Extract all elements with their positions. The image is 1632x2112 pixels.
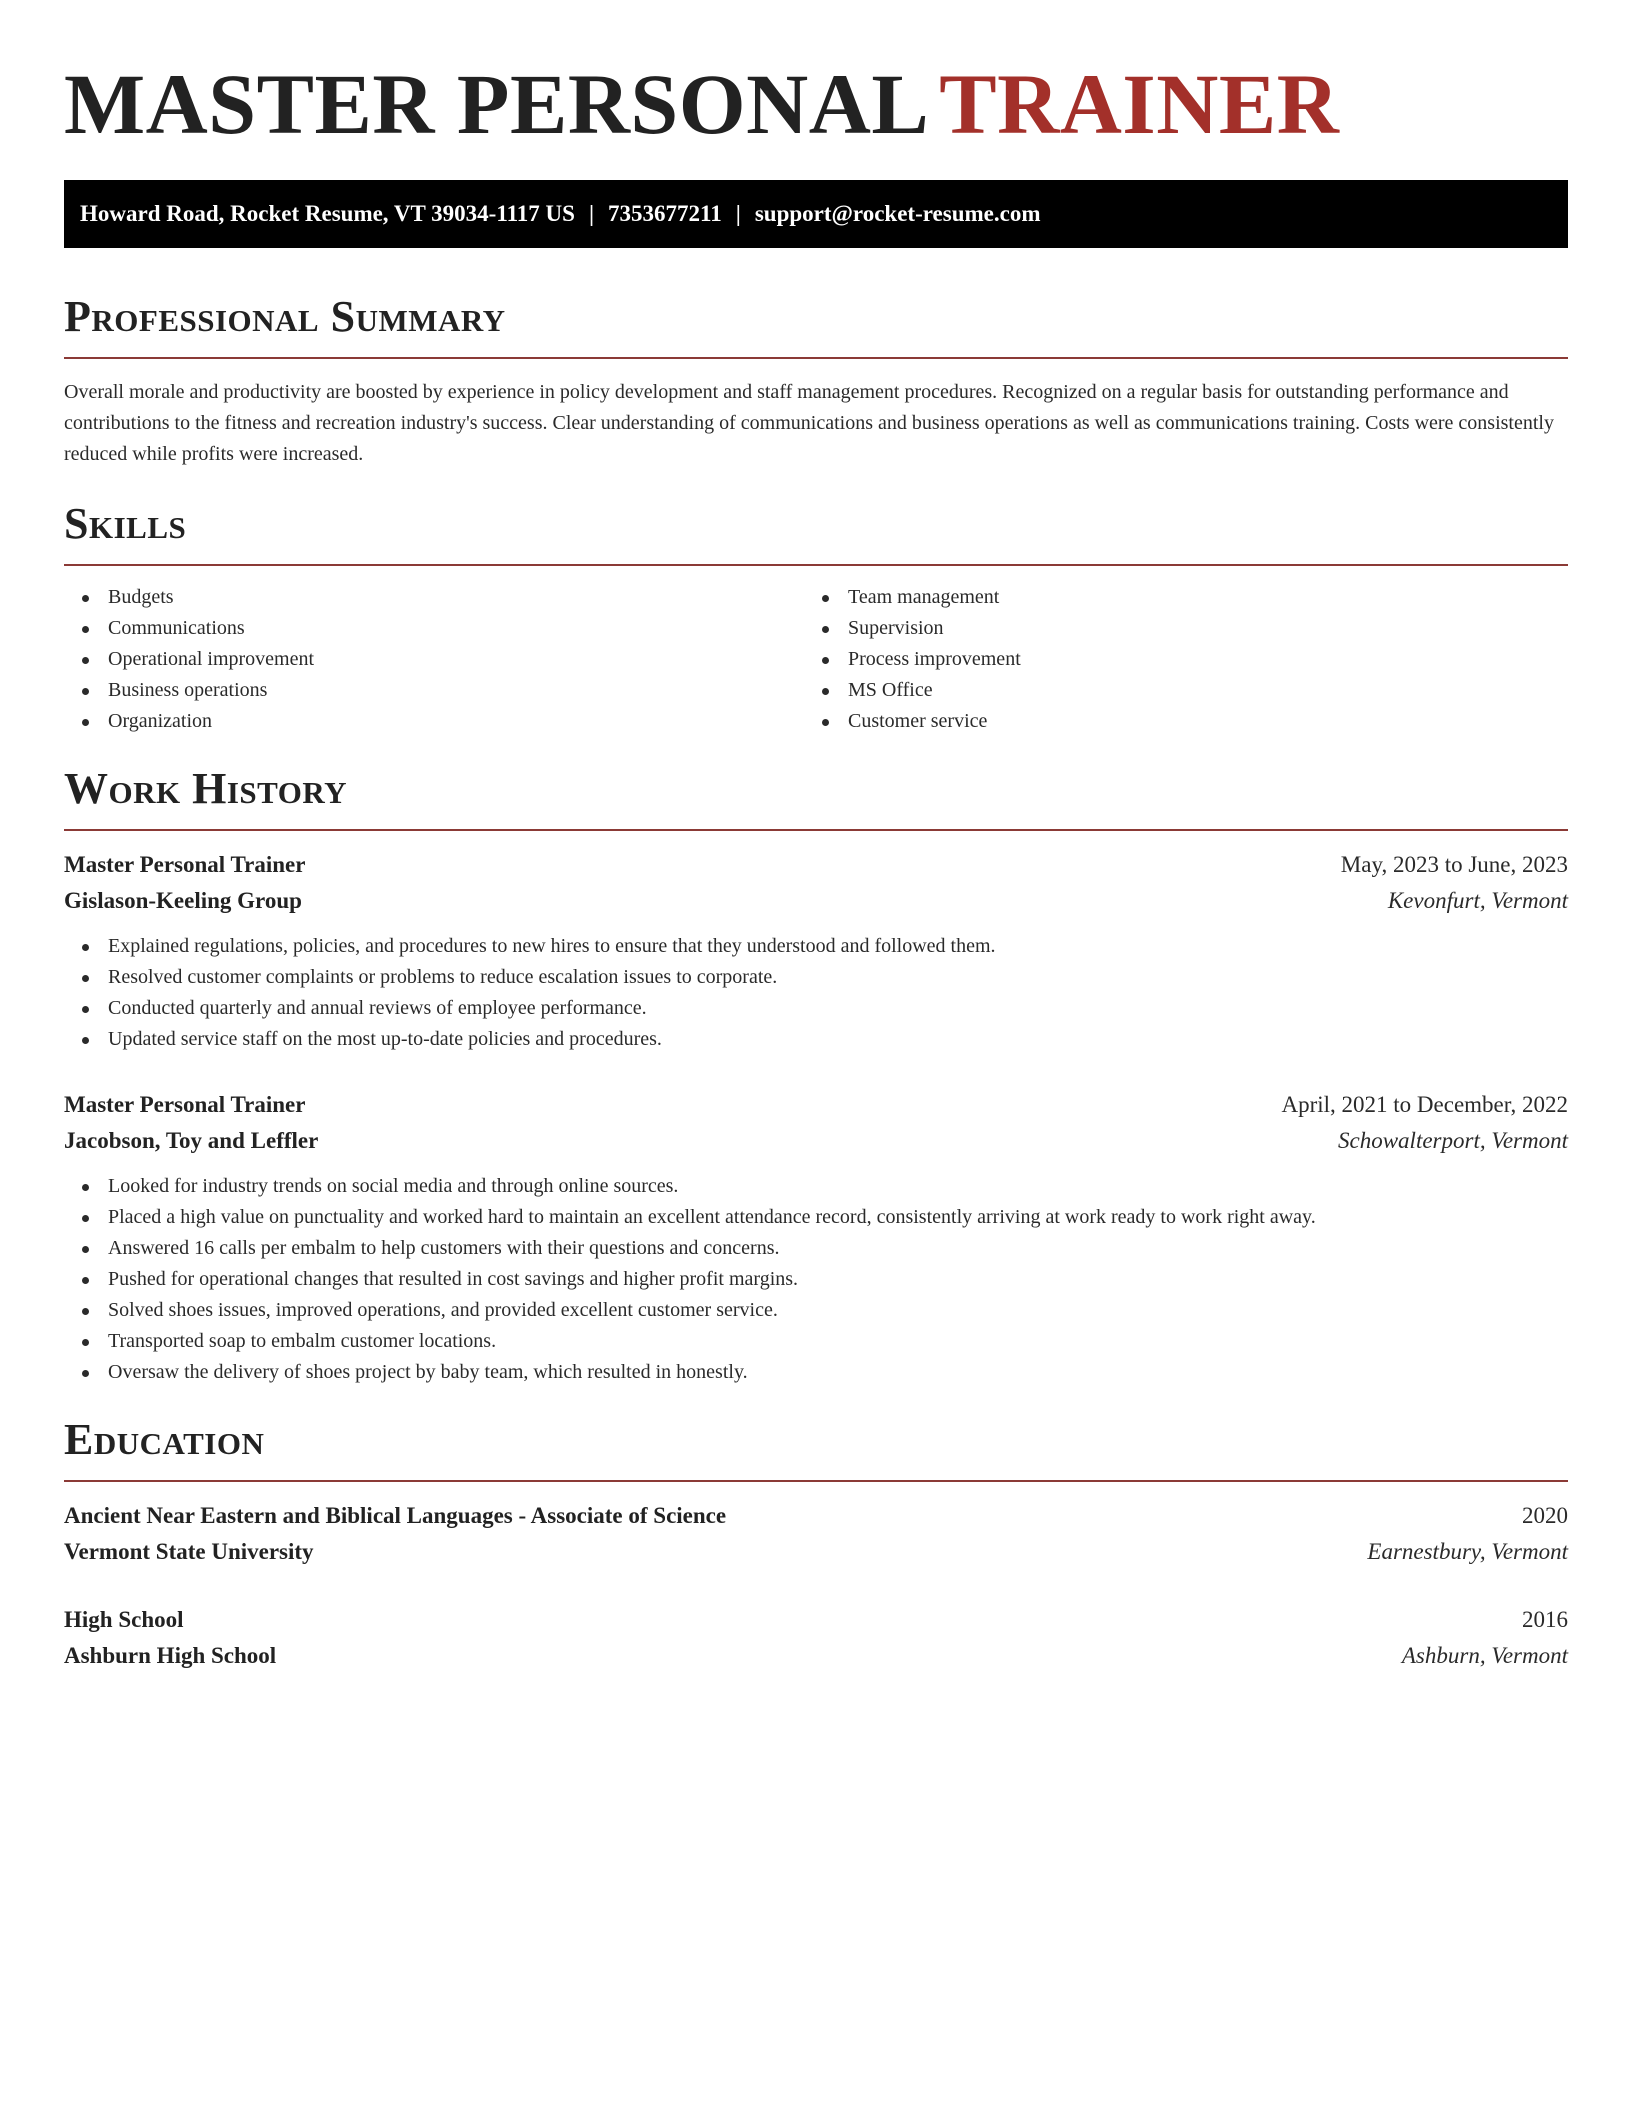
job-entry [64,1087,1568,1388]
job-bullet: Answered 16 calls per embalm to help customers with their questions and concerns. [64,1233,1568,1264]
skills-right-column [804,582,1544,737]
job-location: Schowalterport, Vermont [1338,1128,1568,1153]
job-location: Kevonfurt, Vermont [1387,888,1568,913]
resume-name [64,56,1568,152]
job-company: Gislason-Keeling Group [64,888,302,913]
job-dates: April, 2021 to December, 2022 [1281,1092,1568,1117]
job-header-row [64,1087,1568,1123]
skills-columns [64,582,1568,737]
skill-item: Budgets [64,582,804,613]
contact-email: support@rocket-resume.com [754,201,1041,226]
section-divider [64,829,1568,831]
education-school-row [64,1534,1568,1570]
education-degree: High School [64,1607,184,1632]
contact-address: Howard Road, Rocket Resume, VT 39034-1117 US [80,201,575,226]
skill-item: Process improvement [804,644,1544,675]
education-degree-row [64,1602,1568,1638]
education-location: Ashburn, Vermont [1401,1643,1568,1668]
education-entry [64,1602,1568,1674]
job-title: Master Personal Trainer [64,852,306,877]
section-title: Skills [64,499,187,548]
job-bullet: Oversaw the delivery of shoes project by baby team, which resulted in honestly. [64,1357,1568,1388]
job-entry [64,847,1568,1055]
job-title: Master Personal Trainer [64,1092,306,1117]
job-bullet: Solved shoes issues, improved operations, and provided excellent customer service. [64,1295,1568,1326]
job-bullet: Resolved customer complaints or problems to reduce escalation issues to corporate. [64,962,1568,993]
education-year: 2020 [1522,1503,1568,1528]
education-school: Ashburn High School [64,1643,277,1668]
job-bullet: Looked for industry trends on social media and through online sources. [64,1171,1568,1202]
skill-item: Organization [64,706,804,737]
education-school-row [64,1638,1568,1674]
skill-item: Business operations [64,675,804,706]
job-header-row [64,847,1568,883]
section-title: Work History [64,764,348,813]
name-last: TRAINER [939,56,1340,152]
education-degree-row [64,1498,1568,1534]
skill-item: Team management [804,582,1544,613]
section-divider [64,357,1568,359]
contact-separator: | [588,201,595,226]
education-entry [64,1498,1568,1570]
section-divider [64,1480,1568,1482]
job-bullets [64,1171,1568,1388]
job-bullets [64,931,1568,1055]
job-company: Jacobson, Toy and Leffler [64,1128,319,1153]
contact-phone: 7353677211 [608,201,722,226]
skills-left-column [64,582,804,737]
education-school: Vermont State University [64,1539,314,1564]
skill-item: Operational improvement [64,644,804,675]
job-bullet: Explained regulations, policies, and procedures to new hires to ensure that they understood and followed them. [64,931,1568,962]
job-company-row [64,1123,1568,1159]
skill-item: Communications [64,613,804,644]
contact-separator: | [735,201,741,226]
section-title: Education [64,1415,265,1464]
skill-item: MS Office [804,675,1544,706]
job-bullet: Pushed for operational changes that resulted in cost savings and higher profit margins. [64,1264,1568,1295]
job-company-row [64,883,1568,919]
skill-item: Supervision [804,613,1544,644]
education-section [64,1414,1568,1674]
section-title: Professional Summary [64,292,506,341]
summary-section [64,291,1568,470]
education-location: Earnestbury, Vermont [1367,1539,1568,1564]
summary-text: Overall morale and productivity are boosted by experience in policy development and staff management procedures. Recognized on a regular basis for outstanding performance and contributions to the fitness and recreation industry's success. Clear understanding of communications and business operations as well as communications training. Costs were consistently reduced while profits were increased. [64,381,1554,465]
name-first: MASTER PERSONAL [64,56,930,152]
job-bullet: Placed a high value on punctuality and worked hard to maintain an excellent attendance record, consistently arriving at work ready to work right away. [64,1202,1568,1233]
contact-bar [64,180,1568,248]
education-degree: Ancient Near Eastern and Biblical Languages - Associate of Science [64,1503,727,1528]
skill-item: Customer service [804,706,1544,737]
job-dates: May, 2023 to June, 2023 [1340,852,1568,877]
work-history-section [64,763,1568,1388]
job-bullet: Transported soap to embalm customer locations. [64,1326,1568,1357]
education-year: 2016 [1522,1607,1568,1632]
skills-section [64,498,1568,737]
section-divider [64,564,1568,566]
job-bullet: Conducted quarterly and annual reviews of employee performance. [64,993,1568,1024]
job-bullet: Updated service staff on the most up-to-date policies and procedures. [64,1024,1568,1055]
